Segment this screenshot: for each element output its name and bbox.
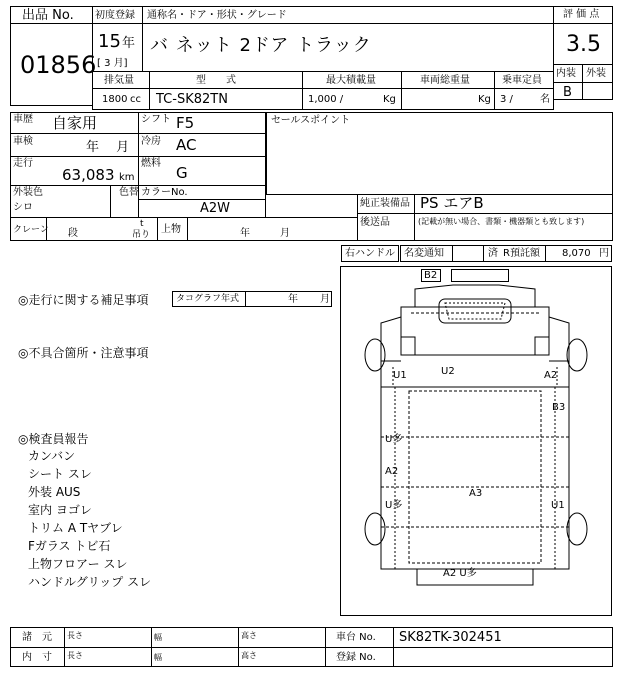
name-change-label: 名変通知 xyxy=(404,248,444,259)
crane-hang: 吊り xyxy=(132,230,151,240)
damage-mark: A2 xyxy=(544,370,558,381)
inspector-item: シート スレ xyxy=(28,467,92,481)
chassis-number: SK82TK-302451 xyxy=(399,630,502,645)
max-load-unit: Kg xyxy=(383,94,396,105)
crane-label: クレーン xyxy=(13,225,49,235)
damage-mark: B2 xyxy=(424,270,438,281)
body-label: 上物 xyxy=(161,224,181,235)
width-label: 幅 xyxy=(154,633,162,642)
chassis-label: 車台 No. xyxy=(336,632,376,643)
displacement: 1800 xyxy=(102,94,128,105)
registration-label: 登録 No. xyxy=(336,652,376,663)
width-label: 幅 xyxy=(154,653,162,662)
gross-weight-unit: Kg xyxy=(478,94,491,105)
inspection: 年 月 xyxy=(86,140,130,155)
interior-label: 内装 xyxy=(556,68,576,79)
damage-mark: B3 xyxy=(552,402,566,413)
capacity-label: 乗車定員 xyxy=(502,75,542,86)
lot-label: 出品 No. xyxy=(22,8,74,23)
length-label: 長さ xyxy=(67,631,83,640)
capacity: 3 / xyxy=(500,94,513,105)
inspector-item: 外装 AUS xyxy=(28,485,81,499)
spec-label: 諸 元 xyxy=(22,632,52,643)
damage-mark: A2 U多 xyxy=(443,568,477,579)
recycle-label: R預託額 xyxy=(503,248,540,259)
damage-mark: U1 xyxy=(393,370,407,381)
mileage-label: 走行 xyxy=(13,158,33,169)
inspector-item: Fガラス トビ石 xyxy=(28,539,111,553)
defects-label: ◎不具合箇所・注意事項 xyxy=(18,346,149,360)
displacement-label: 排気量 xyxy=(104,75,134,86)
inspector-item: 室内 ヨゴレ xyxy=(28,503,92,517)
equipment: PS エアB xyxy=(420,194,484,212)
damage-mark: U1 xyxy=(551,500,565,511)
damage-mark: U2 xyxy=(441,366,455,377)
crane-step: 段 xyxy=(68,228,78,239)
sales-point-label: セールスポイント xyxy=(271,115,351,126)
capacity-unit: 名 xyxy=(540,94,550,105)
overall-grade: 3.5 xyxy=(566,32,601,57)
first-reg-label: 初度登録 xyxy=(95,10,135,21)
shift: F5 xyxy=(176,114,195,132)
driving-notes-label: ◎走行に関する補足事項 xyxy=(18,293,149,307)
tachograph-month: 月 xyxy=(320,294,330,305)
max-load-label: 最大積載量 xyxy=(326,75,376,86)
lot-number: 01856 xyxy=(20,51,97,79)
mileage: 63,083 xyxy=(62,166,115,184)
delivery-label: 後送品 xyxy=(360,217,390,228)
exterior-label: 外装 xyxy=(586,68,606,79)
damage-mark: U多 xyxy=(385,500,403,511)
color-no: A2W xyxy=(200,201,231,216)
delivery-note: (記載が無い場合、書類・機器類とも致します) xyxy=(418,217,585,226)
interior-grade: B xyxy=(563,85,572,100)
recycle-amount: 8,070 xyxy=(562,248,591,259)
height-label: 高さ xyxy=(241,651,257,660)
damage-diagram xyxy=(340,266,612,616)
ac-label: 冷房 xyxy=(141,136,161,147)
yen-unit: 円 xyxy=(599,248,609,259)
ext-color-label: 外装色 xyxy=(13,187,43,198)
inspector-item: ハンドルグリップ スレ xyxy=(28,575,152,589)
color-no-label: カラーNo. xyxy=(141,187,188,198)
model-label: 型 式 xyxy=(196,75,236,86)
equipment-label: 純正装備品 xyxy=(360,198,410,209)
history-label: 車歴 xyxy=(13,114,33,125)
inspector-item: トリム A Tヤブレ xyxy=(28,521,123,535)
inspector-item: 上物フロアー スレ xyxy=(28,557,128,571)
steering: 右ハンドル xyxy=(345,248,395,259)
max-load: 1,000 / xyxy=(308,94,344,105)
first-reg-year: 15 xyxy=(98,31,121,52)
mileage-unit: km xyxy=(119,172,135,183)
inspector-item: カンバン xyxy=(28,449,76,463)
tachograph-label: タコグラフ年式 xyxy=(176,294,240,304)
crane-row xyxy=(10,217,358,241)
height-label: 高さ xyxy=(241,631,257,640)
color-swap-label: 色替 xyxy=(119,187,139,198)
truck-outline xyxy=(341,267,611,615)
ext-color: シロ xyxy=(13,202,33,213)
body-month: 月 xyxy=(280,228,290,239)
damage-mark: U多 xyxy=(385,434,403,445)
fuel-label: 燃料 xyxy=(141,158,161,169)
displacement-unit: cc xyxy=(130,94,141,105)
damage-mark: A2 xyxy=(385,466,399,477)
inspector-label: ◎検査員報告 xyxy=(18,432,89,446)
vehicle-name-label: 通称名・ドア・形状・グレード xyxy=(147,10,287,21)
length-label: 長さ xyxy=(67,651,83,660)
history: 自家用 xyxy=(52,114,98,132)
gross-weight-label: 車両総重量 xyxy=(420,75,470,86)
damage-mark: A3 xyxy=(469,488,483,499)
first-reg-month: [ 3 月] xyxy=(97,58,128,69)
model-code: TC-SK82TN xyxy=(156,92,228,107)
tachograph-year: 年 xyxy=(288,294,298,305)
recycle-mark: 済 xyxy=(488,248,498,259)
crane-ton: t xyxy=(140,219,144,229)
grade-label: 評 価 点 xyxy=(563,9,600,20)
fuel: G xyxy=(176,164,188,182)
ac: AC xyxy=(176,136,197,154)
mark-box-roof xyxy=(451,269,509,282)
inspection-label: 車検 xyxy=(13,136,33,147)
year-unit: 年 xyxy=(122,36,136,51)
shift-label: シフト xyxy=(141,114,171,125)
vehicle-name: バ ネット 2ドア トラック xyxy=(150,35,372,56)
inner-label: 内 寸 xyxy=(22,652,52,663)
body-year: 年 xyxy=(240,228,250,239)
